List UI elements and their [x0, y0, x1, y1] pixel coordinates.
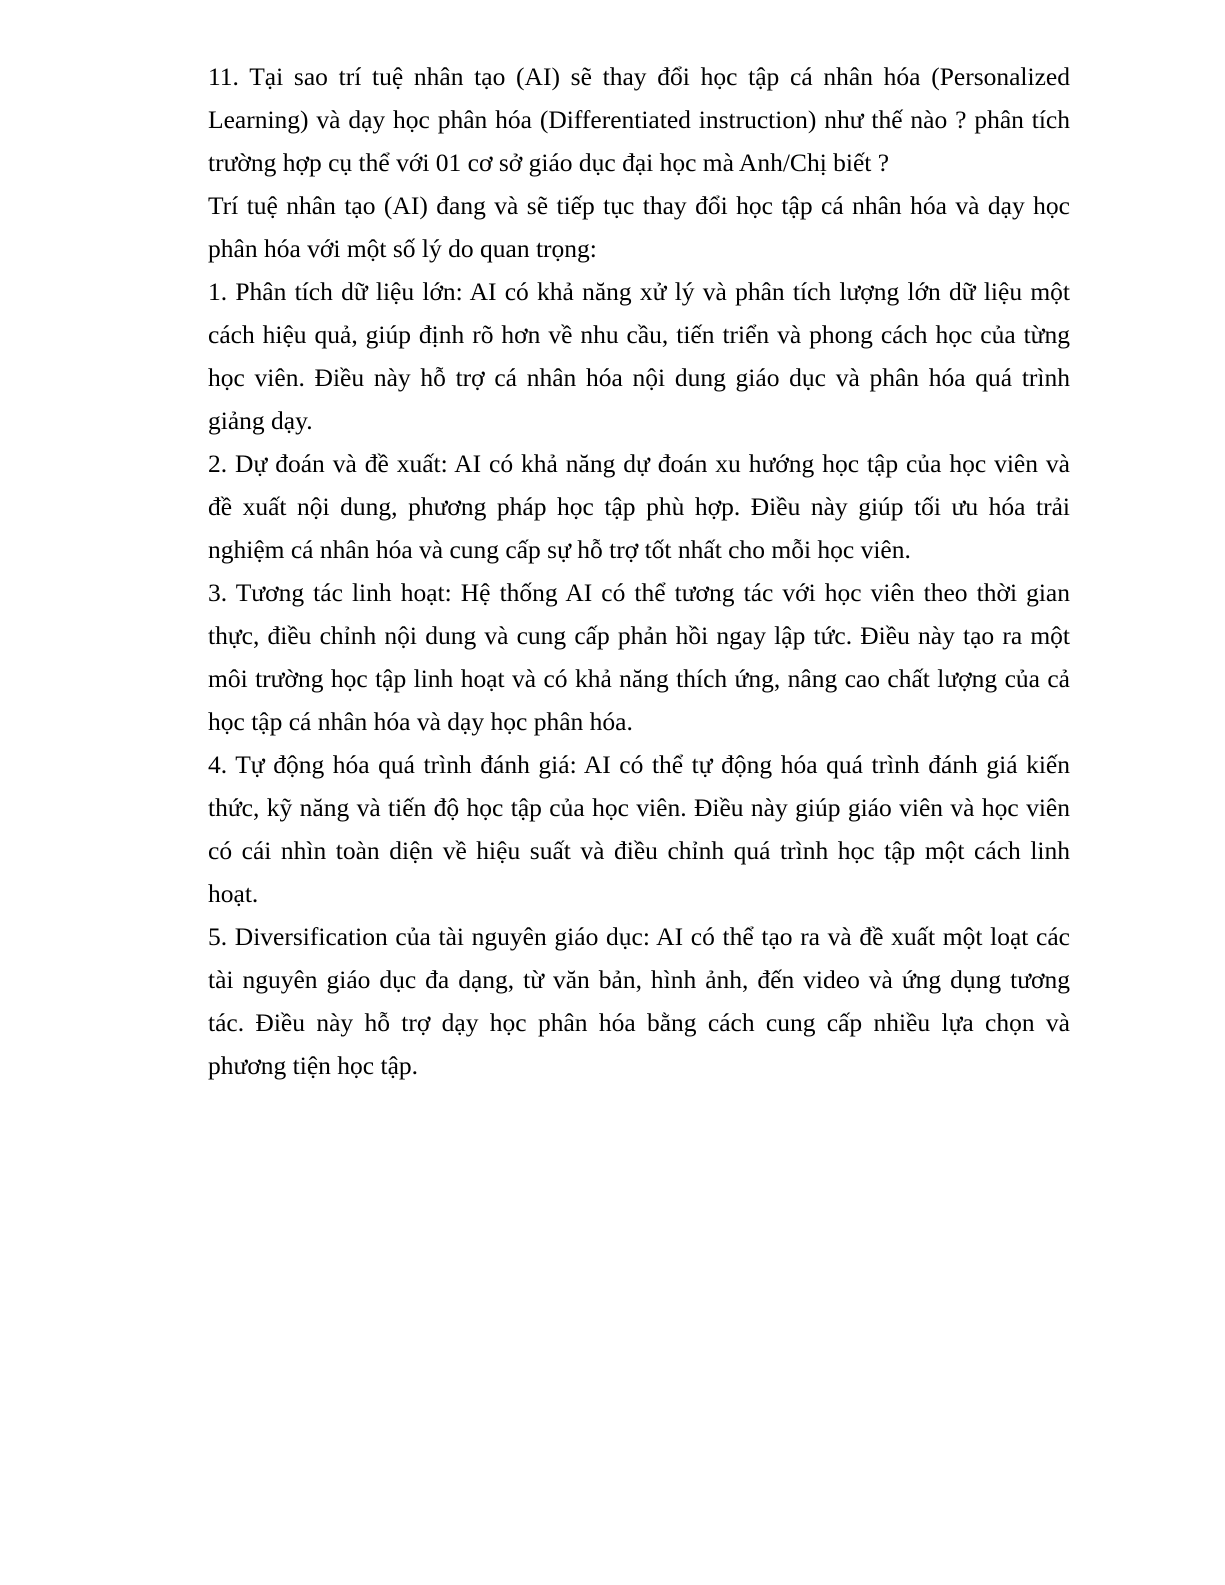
point-paragraph: 2. Dự đoán và đề xuất: AI có khả năng dự đoán xu hướng học tập của học viên và đề xuất nội dung, phương pháp học tập phù hợp. Điều này giúp tối ưu hóa trải nghiệm cá nhân hóa và cung cấp sự hỗ trợ tốt nhất cho mỗi học viên. — [208, 449, 1070, 564]
point-paragraph: 1. Phân tích dữ liệu lớn: AI có khả năng xử lý và phân tích lượng lớn dữ liệu một cách hiệu quả, giúp định rõ hơn về nhu cầu, tiến triển và phong cách học của từng học viên. Điều này hỗ trợ cá nhân hóa nội dung giáo dục và phân hóa quá trình giảng dạy. — [208, 277, 1070, 435]
point-3-block — [208, 571, 1070, 743]
point-2-block — [208, 442, 1070, 571]
intro-paragraph: Trí tuệ nhân tạo (AI) đang và sẽ tiếp tục thay đổi học tập cá nhân hóa và dạy học phân hóa với một số lý do quan trọng: — [208, 191, 1070, 263]
point-4-block — [208, 743, 1070, 915]
intro-block — [208, 184, 1070, 270]
question-block — [208, 55, 1070, 184]
question-text: 11. Tại sao trí tuệ nhân tạo (AI) sẽ thay đổi học tập cá nhân hóa (Personalized Learning) và dạy học phân hóa (Differentiated instruction) như thế nào ? phân tích trường hợp cụ thể với 01 cơ sở giáo dục đại học mà Anh/Chị biết ? — [208, 62, 1070, 177]
point-paragraph: 3. Tương tác linh hoạt: Hệ thống AI có thể tương tác với học viên theo thời gian thực, điều chỉnh nội dung và cung cấp phản hồi ngay lập tức. Điều này tạo ra một môi trường học tập linh hoạt và có khả năng thích ứng, nâng cao chất lượng của cả học tập cá nhân hóa và dạy học phân hóa. — [208, 578, 1070, 736]
point-1-block — [208, 270, 1070, 442]
point-paragraph: 4. Tự động hóa quá trình đánh giá: AI có thể tự động hóa quá trình đánh giá kiến thức, kỹ năng và tiến độ học tập của học viên. Điều này giúp giáo viên và học viên có cái nhìn toàn diện về hiệu suất và điều chỉnh quá trình học tập một cách linh hoạt. — [208, 750, 1070, 908]
document-body — [208, 55, 1070, 1087]
point-paragraph: 5. Diversification của tài nguyên giáo dục: AI có thể tạo ra và đề xuất một loạt các tài nguyên giáo dục đa dạng, từ văn bản, hình ảnh, đến video và ứng dụng tương tác. Điều này hỗ trợ dạy học phân hóa bằng cách cung cấp nhiều lựa chọn và phương tiện học tập. — [208, 922, 1070, 1080]
point-5-block — [208, 915, 1070, 1087]
